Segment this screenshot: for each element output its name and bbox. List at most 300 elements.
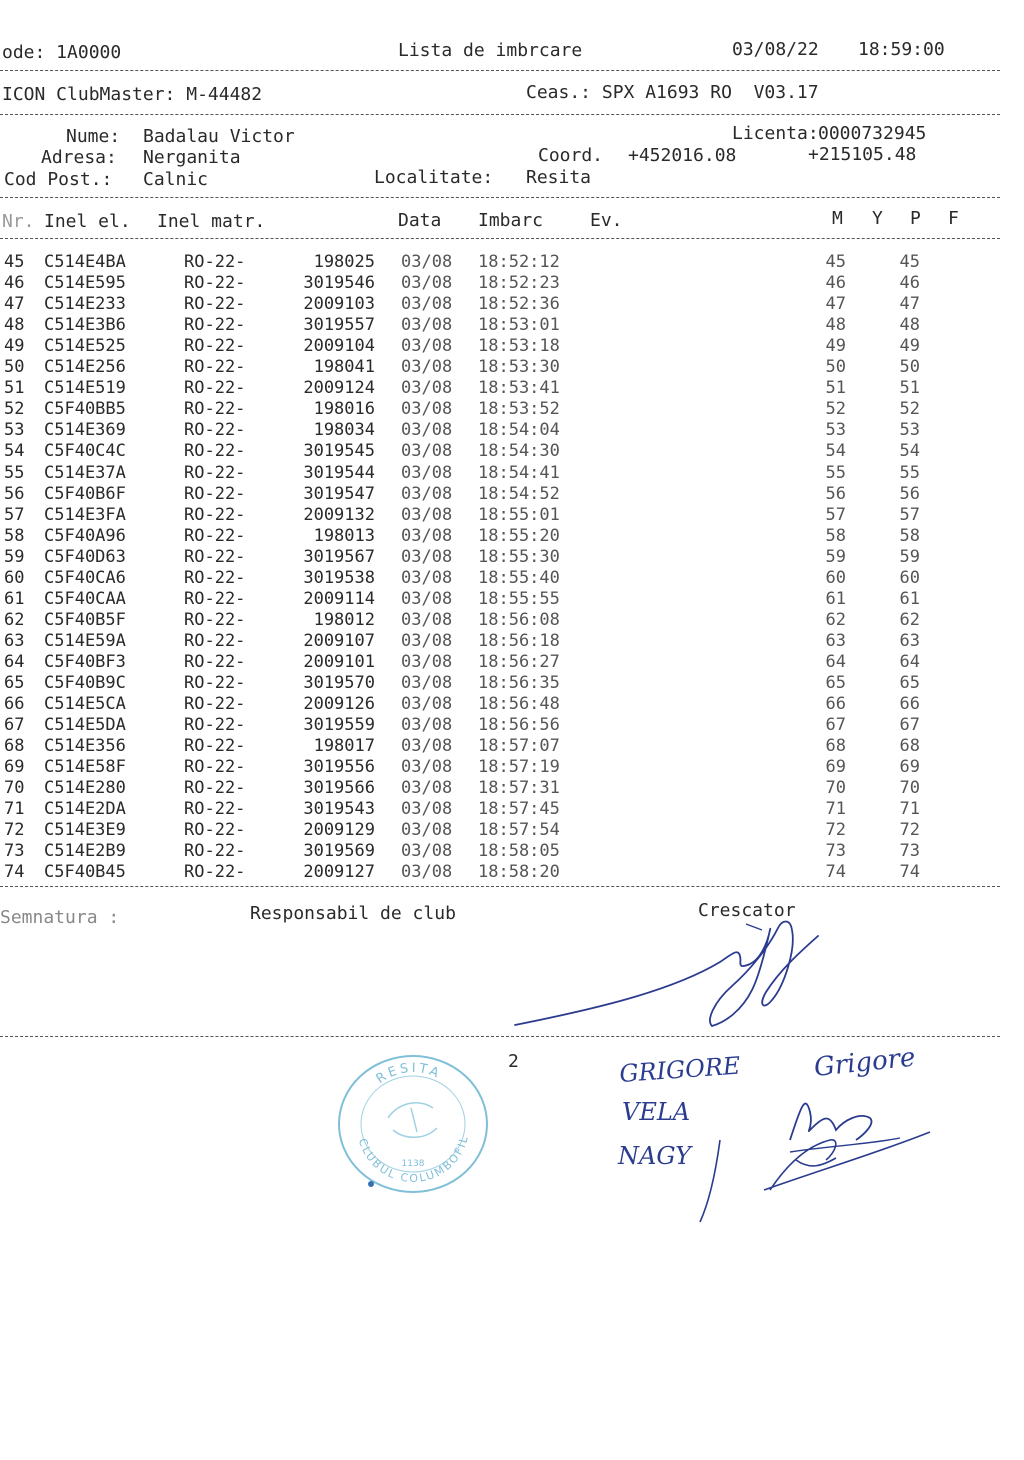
ring-number: 2009114 <box>303 588 375 609</box>
col-p-value: 69 <box>899 757 920 778</box>
boarding-date: 03/08 <box>401 799 453 820</box>
ring-prefix: RO-22- <box>184 420 246 441</box>
ring-number: 2009129 <box>303 820 375 841</box>
table-row <box>0 294 1000 315</box>
row-number: 61 <box>4 588 25 609</box>
ring-prefix: RO-22- <box>184 252 246 272</box>
boarding-time: 18:56:56 <box>478 715 560 736</box>
club-responsible-label: Responsabil de club <box>250 903 456 924</box>
row-number: 67 <box>4 715 25 736</box>
table-row <box>0 505 1000 526</box>
ring-prefix: RO-22- <box>184 673 246 693</box>
table-row <box>0 547 1000 568</box>
ring-prefix: RO-22- <box>184 378 246 399</box>
ring-prefix: RO-22- <box>184 336 246 357</box>
ring-prefix: RO-22- <box>184 525 246 546</box>
row-number: 51 <box>4 378 25 399</box>
boarding-date: 03/08 <box>401 420 453 441</box>
svg-text:Grigore: Grigore <box>812 1042 917 1083</box>
boarding-date: 03/08 <box>401 252 453 272</box>
race-code: ode: 1A0000 <box>2 42 122 63</box>
postal-label: Cod Post.: <box>4 169 113 190</box>
col-p-value: 73 <box>899 841 920 862</box>
boarding-date: 03/08 <box>401 504 453 525</box>
ring-number: 3019559 <box>303 715 375 736</box>
col-p-value: 62 <box>899 609 920 630</box>
row-number: 58 <box>4 525 25 546</box>
ring-number: 198025 <box>313 252 375 272</box>
ring-number: 2009126 <box>303 694 375 715</box>
boarding-date: 03/08 <box>401 757 453 778</box>
address-label: Adresa: <box>41 147 117 168</box>
col-m-value: 70 <box>825 778 846 799</box>
col-p-value: 67 <box>899 715 920 736</box>
row-number: 69 <box>4 757 25 778</box>
table-row <box>0 631 1000 652</box>
row-number: 59 <box>4 546 25 567</box>
boarding-date: 03/08 <box>401 862 453 883</box>
ring-number: 3019543 <box>303 799 375 820</box>
divider <box>0 70 1000 71</box>
col-header-imbarc: Imbarc <box>478 210 544 231</box>
print-date: 03/08/22 <box>732 39 819 60</box>
table-row <box>0 420 1000 441</box>
col-p-value: 53 <box>899 420 920 441</box>
boarding-date: 03/08 <box>401 525 453 546</box>
ring-prefix: RO-22- <box>184 778 246 799</box>
boarding-date: 03/08 <box>401 336 453 357</box>
ring-prefix: RO-22- <box>184 820 246 841</box>
stamp-text-bottom: CLUBUL COLUMBOFIL <box>355 1133 472 1186</box>
col-m-value: 58 <box>825 525 846 546</box>
row-number: 74 <box>4 862 25 883</box>
col-p-value: 74 <box>899 862 920 883</box>
col-header-p: P <box>910 208 921 229</box>
ring-prefix: RO-22- <box>184 399 246 420</box>
svg-text:RESITA <box>374 1061 444 1087</box>
ring-number: 3019544 <box>303 462 375 483</box>
col-m-value: 52 <box>825 399 846 420</box>
row-number: 68 <box>4 736 25 757</box>
owner-locality: Resita <box>526 167 592 188</box>
col-p-value: 49 <box>899 336 920 357</box>
table-row <box>0 399 1000 420</box>
table-row <box>0 568 1000 589</box>
electronic-ring: C5F40CA6 <box>44 567 126 588</box>
boarding-date: 03/08 <box>401 630 453 651</box>
row-number: 57 <box>4 504 25 525</box>
boarding-date: 03/08 <box>401 820 453 841</box>
ring-prefix: RO-22- <box>184 273 246 294</box>
col-p-value: 63 <box>899 630 920 651</box>
boarding-time: 18:55:20 <box>478 525 560 546</box>
ring-number: 2009107 <box>303 630 375 651</box>
table-row <box>0 610 1000 631</box>
row-number: 63 <box>4 630 25 651</box>
boarding-date: 03/08 <box>401 441 453 462</box>
boarding-time: 18:53:52 <box>478 399 560 420</box>
row-number: 45 <box>4 252 25 272</box>
col-p-value: 65 <box>899 673 920 693</box>
col-p-value: 48 <box>899 315 920 336</box>
col-m-value: 48 <box>825 315 846 336</box>
boarding-time: 18:57:45 <box>478 799 560 820</box>
ring-prefix: RO-22- <box>184 357 246 378</box>
license-number: 0000732945 <box>818 123 927 144</box>
col-header-inel-el: Inel el. <box>44 211 131 232</box>
svg-text:VELA: VELA <box>622 1098 691 1126</box>
col-header-nr: Nr. <box>2 211 35 232</box>
ring-prefix: RO-22- <box>184 483 246 504</box>
ring-number: 198041 <box>313 357 375 378</box>
ring-prefix: RO-22- <box>184 567 246 588</box>
row-number: 64 <box>4 651 25 672</box>
ring-number: 3019546 <box>303 273 375 294</box>
boarding-date: 03/08 <box>401 546 453 567</box>
col-m-value: 71 <box>825 799 846 820</box>
divider <box>0 114 1000 115</box>
coord-label: Coord. <box>538 145 604 166</box>
table-row <box>0 484 1000 505</box>
row-number: 73 <box>4 841 25 862</box>
ring-number: 3019547 <box>303 483 375 504</box>
table-row <box>0 273 1000 294</box>
breeder-signature <box>500 910 830 1040</box>
svg-text:NAGY: NAGY <box>618 1142 691 1170</box>
electronic-ring: C514E3FA <box>44 504 126 525</box>
ring-number: 2009127 <box>303 862 375 883</box>
col-m-value: 67 <box>825 715 846 736</box>
row-number: 47 <box>4 294 25 315</box>
ring-number: 3019566 <box>303 778 375 799</box>
electronic-ring: C514E37A <box>44 462 126 483</box>
ring-prefix: RO-22- <box>184 546 246 567</box>
col-m-value: 51 <box>825 378 846 399</box>
row-number: 71 <box>4 799 25 820</box>
ring-prefix: RO-22- <box>184 715 246 736</box>
electronic-ring: C5F40B6F <box>44 483 126 504</box>
electronic-ring: C514E233 <box>44 294 126 315</box>
ring-number: 2009103 <box>303 294 375 315</box>
boarding-date: 03/08 <box>401 357 453 378</box>
col-m-value: 50 <box>825 357 846 378</box>
ring-prefix: RO-22- <box>184 504 246 525</box>
row-number: 52 <box>4 399 25 420</box>
system-id: ICON ClubMaster: M-44482 <box>2 84 263 105</box>
table-row <box>0 463 1000 484</box>
col-p-value: 71 <box>899 799 920 820</box>
col-p-value: 54 <box>899 441 920 462</box>
col-m-value: 63 <box>825 630 846 651</box>
boarding-time: 18:56:08 <box>478 609 560 630</box>
electronic-ring: C514E58F <box>44 757 126 778</box>
col-m-value: 74 <box>825 862 846 883</box>
table-row <box>0 694 1000 715</box>
owner-address: Nerganita <box>143 147 241 168</box>
boarding-time: 18:55:30 <box>478 546 560 567</box>
ring-number: 2009132 <box>303 504 375 525</box>
electronic-ring: C5F40BF3 <box>44 651 126 672</box>
row-number: 65 <box>4 673 25 693</box>
col-p-value: 45 <box>899 252 920 272</box>
ring-prefix: RO-22- <box>184 609 246 630</box>
col-m-value: 61 <box>825 588 846 609</box>
col-p-value: 46 <box>899 273 920 294</box>
col-header-inel-matr: Inel matr. <box>157 211 266 232</box>
ring-prefix: RO-22- <box>184 694 246 715</box>
ring-number: 2009101 <box>303 651 375 672</box>
col-p-value: 64 <box>899 651 920 672</box>
ring-prefix: RO-22- <box>184 441 246 462</box>
col-m-value: 65 <box>825 673 846 693</box>
table-row <box>0 589 1000 610</box>
row-number: 56 <box>4 483 25 504</box>
electronic-ring: C514E5DA <box>44 715 126 736</box>
col-m-value: 56 <box>825 483 846 504</box>
col-p-value: 55 <box>899 462 920 483</box>
col-m-value: 64 <box>825 651 846 672</box>
electronic-ring: C5F40CAA <box>44 588 126 609</box>
electronic-ring: C514E519 <box>44 378 126 399</box>
print-time: 18:59:00 <box>858 39 945 60</box>
col-m-value: 45 <box>825 252 846 272</box>
stamp-text-top: RESITA <box>373 1060 444 1087</box>
table-row <box>0 673 1000 694</box>
table-row <box>0 252 1000 273</box>
row-number: 55 <box>4 462 25 483</box>
boarding-time: 18:58:20 <box>478 862 560 883</box>
electronic-ring: C5F40B45 <box>44 862 126 883</box>
col-header-ev: Ev. <box>590 210 623 231</box>
ring-number: 2009104 <box>303 336 375 357</box>
col-m-value: 54 <box>825 441 846 462</box>
electronic-ring: C514E4BA <box>44 252 126 272</box>
electronic-ring: C5F40B5F <box>44 609 126 630</box>
electronic-ring: C5F40D63 <box>44 546 126 567</box>
boarding-date: 03/08 <box>401 841 453 862</box>
table-row <box>0 652 1000 673</box>
col-p-value: 47 <box>899 294 920 315</box>
table-row <box>0 441 1000 462</box>
col-m-value: 66 <box>825 694 846 715</box>
col-p-value: 56 <box>899 483 920 504</box>
boarding-date: 03/08 <box>401 567 453 588</box>
boarding-time: 18:53:30 <box>478 357 560 378</box>
row-number: 48 <box>4 315 25 336</box>
table-row <box>0 778 1000 799</box>
table-row <box>0 799 1000 820</box>
breeder-label: Crescator <box>698 900 796 921</box>
electronic-ring: C514E525 <box>44 336 126 357</box>
boarding-date: 03/08 <box>401 294 453 315</box>
ring-number: 198013 <box>313 525 375 546</box>
ring-prefix: RO-22- <box>184 736 246 757</box>
table-row <box>0 757 1000 778</box>
boarding-date: 03/08 <box>401 651 453 672</box>
col-p-value: 68 <box>899 736 920 757</box>
table-row <box>0 526 1000 547</box>
col-m-value: 59 <box>825 546 846 567</box>
col-m-value: 49 <box>825 336 846 357</box>
col-p-value: 50 <box>899 357 920 378</box>
divider <box>0 238 1000 239</box>
electronic-ring: C514E280 <box>44 778 126 799</box>
boarding-time: 18:57:54 <box>478 820 560 841</box>
col-m-value: 72 <box>825 820 846 841</box>
ring-prefix: RO-22- <box>184 757 246 778</box>
divider <box>0 886 1000 887</box>
electronic-ring: C514E369 <box>44 420 126 441</box>
boarding-time: 18:53:41 <box>478 378 560 399</box>
electronic-ring: C5F40B9C <box>44 673 126 693</box>
boarding-date: 03/08 <box>401 673 453 693</box>
boarding-date: 03/08 <box>401 715 453 736</box>
ring-number: 198034 <box>313 420 375 441</box>
table-row <box>0 357 1000 378</box>
row-number: 46 <box>4 273 25 294</box>
electronic-ring: C514E2B9 <box>44 841 126 862</box>
row-number: 60 <box>4 567 25 588</box>
ring-number: 3019569 <box>303 841 375 862</box>
document-title: Lista de imbrcare <box>398 40 583 61</box>
col-p-value: 59 <box>899 546 920 567</box>
col-m-value: 47 <box>825 294 846 315</box>
ring-prefix: RO-22- <box>184 588 246 609</box>
page-number: 2 <box>508 1051 519 1072</box>
boarding-date: 03/08 <box>401 609 453 630</box>
row-number: 72 <box>4 820 25 841</box>
ring-prefix: RO-22- <box>184 630 246 651</box>
electronic-ring: C514E356 <box>44 736 126 757</box>
electronic-ring: C514E2DA <box>44 799 126 820</box>
ring-number: 198012 <box>313 609 375 630</box>
col-header-f: F <box>948 208 959 229</box>
electronic-ring: C5F40BB5 <box>44 399 126 420</box>
ring-prefix: RO-22- <box>184 315 246 336</box>
boarding-time: 18:56:18 <box>478 630 560 651</box>
boarding-date: 03/08 <box>401 273 453 294</box>
ring-prefix: RO-22- <box>184 862 246 883</box>
row-number: 49 <box>4 336 25 357</box>
row-number: 70 <box>4 778 25 799</box>
ring-prefix: RO-22- <box>184 462 246 483</box>
owner-name: Badalau Victor <box>143 126 295 147</box>
svg-text:GRIGORE: GRIGORE <box>618 1051 742 1088</box>
coord-latitude: +452016.08 <box>628 145 737 166</box>
ring-number: 3019567 <box>303 546 375 567</box>
col-m-value: 53 <box>825 420 846 441</box>
table-row <box>0 862 1000 883</box>
boarding-time: 18:58:05 <box>478 841 560 862</box>
ring-number: 3019545 <box>303 441 375 462</box>
ring-number: 198017 <box>313 736 375 757</box>
boarding-date: 03/08 <box>401 315 453 336</box>
ring-number: 3019556 <box>303 757 375 778</box>
boarding-time: 18:52:12 <box>478 252 560 272</box>
col-p-value: 70 <box>899 778 920 799</box>
electronic-ring: C514E256 <box>44 357 126 378</box>
table-row <box>0 820 1000 841</box>
boarding-date: 03/08 <box>401 378 453 399</box>
boarding-date: 03/08 <box>401 778 453 799</box>
table-row <box>0 378 1000 399</box>
boarding-time: 18:53:18 <box>478 336 560 357</box>
boarding-date: 03/08 <box>401 483 453 504</box>
owner-postal: Calnic <box>143 169 209 190</box>
col-p-value: 52 <box>899 399 920 420</box>
boarding-date: 03/08 <box>401 694 453 715</box>
ring-number: 3019557 <box>303 315 375 336</box>
col-m-value: 68 <box>825 736 846 757</box>
table-row <box>0 715 1000 736</box>
col-m-value: 46 <box>825 273 846 294</box>
boarding-time: 18:57:31 <box>478 778 560 799</box>
handwritten-committee-signatures <box>600 1040 990 1230</box>
license-label: Licenta: <box>732 123 819 144</box>
boarding-date: 03/08 <box>401 588 453 609</box>
boarding-time: 18:54:41 <box>478 462 560 483</box>
col-m-value: 57 <box>825 504 846 525</box>
boarding-time: 18:55:01 <box>478 504 560 525</box>
ring-number: 198016 <box>313 399 375 420</box>
boarding-time: 18:56:27 <box>478 651 560 672</box>
signature-label: Semnatura : <box>0 907 120 928</box>
divider <box>0 1036 1000 1037</box>
boarding-time: 18:54:04 <box>478 420 560 441</box>
table-row <box>0 841 1000 862</box>
name-label: Nume: <box>66 126 121 147</box>
table-row <box>0 336 1000 357</box>
row-number: 50 <box>4 357 25 378</box>
boarding-time: 18:56:48 <box>478 694 560 715</box>
boarding-date: 03/08 <box>401 399 453 420</box>
ring-number: 3019538 <box>303 567 375 588</box>
locality-label: Localitate: <box>374 167 494 188</box>
col-p-value: 61 <box>899 588 920 609</box>
coord-longitude: +215105.48 <box>808 144 917 165</box>
col-m-value: 69 <box>825 757 846 778</box>
clock-id: Ceas.: SPX A1693 RO V03.17 <box>526 82 819 103</box>
boarding-time: 18:54:52 <box>478 483 560 504</box>
club-stamp <box>333 1048 493 1198</box>
col-p-value: 57 <box>899 504 920 525</box>
electronic-ring: C514E3B6 <box>44 315 126 336</box>
boarding-time: 18:52:23 <box>478 273 560 294</box>
col-p-value: 72 <box>899 820 920 841</box>
electronic-ring: C5F40C4C <box>44 441 126 462</box>
col-m-value: 73 <box>825 841 846 862</box>
boarding-date: 03/08 <box>401 462 453 483</box>
table-row <box>0 315 1000 336</box>
electronic-ring: C5F40A96 <box>44 525 126 546</box>
row-number: 53 <box>4 420 25 441</box>
boarding-time: 18:54:30 <box>478 441 560 462</box>
ring-number: 3019570 <box>303 673 375 693</box>
electronic-ring: C514E5CA <box>44 694 126 715</box>
col-m-value: 55 <box>825 462 846 483</box>
boarding-time: 18:57:07 <box>478 736 560 757</box>
col-p-value: 51 <box>899 378 920 399</box>
ring-prefix: RO-22- <box>184 651 246 672</box>
boarding-time: 18:55:40 <box>478 567 560 588</box>
col-p-value: 58 <box>899 525 920 546</box>
stamp-center: 1138 <box>401 1159 425 1169</box>
boarding-time: 18:52:36 <box>478 294 560 315</box>
row-number: 54 <box>4 441 25 462</box>
row-number: 62 <box>4 609 25 630</box>
col-m-value: 62 <box>825 609 846 630</box>
boarding-time: 18:53:01 <box>478 315 560 336</box>
